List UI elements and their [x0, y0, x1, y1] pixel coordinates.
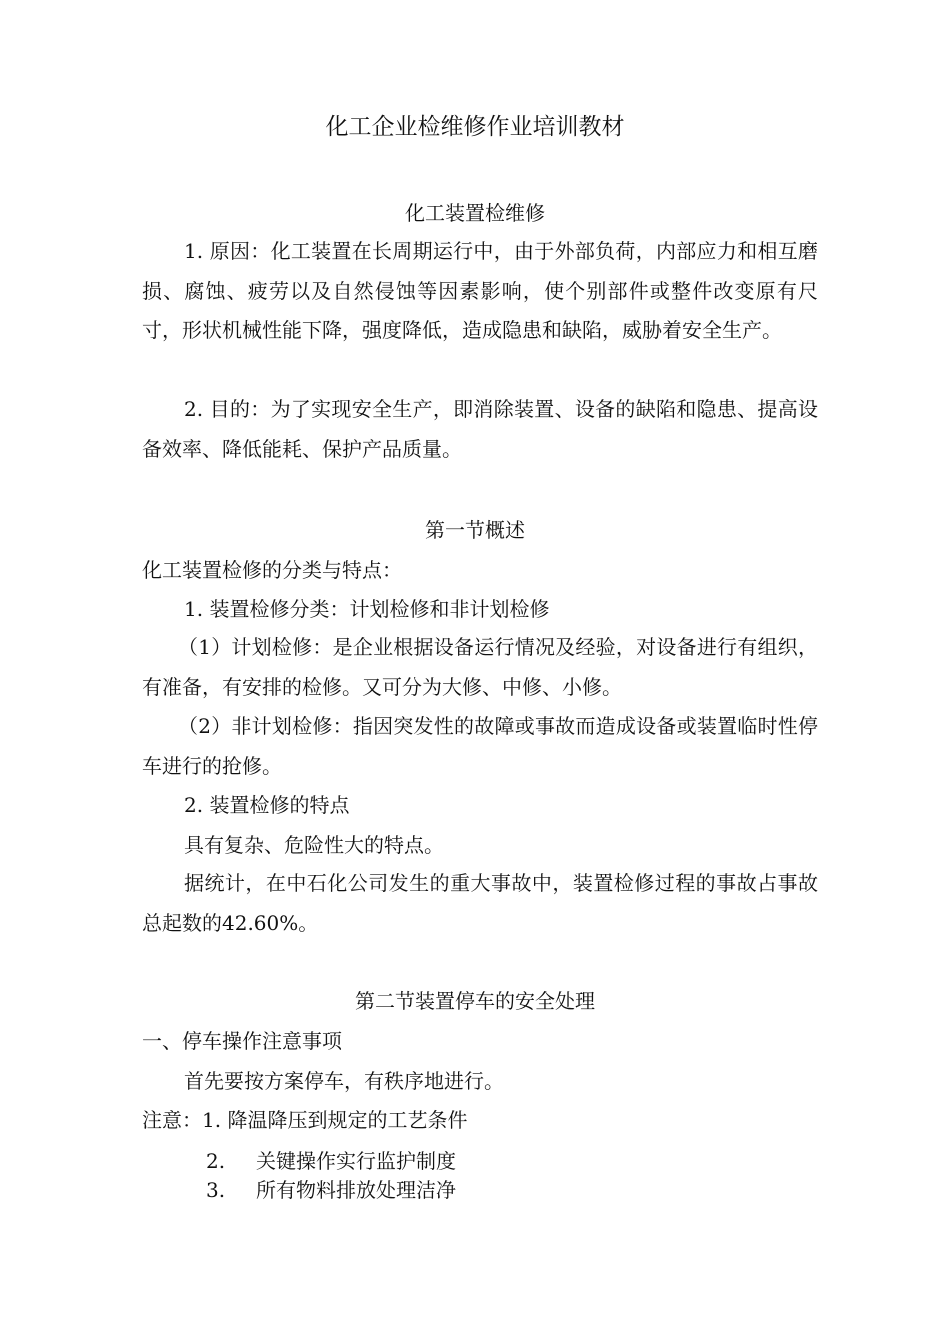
- section-heading-shutdown: 第二节装置停车的安全处理: [355, 989, 595, 1013]
- overview-item-2-text: 具有复杂、危险性大的特点。: [184, 833, 444, 857]
- list-item-3-text: 所有物料排放处理洁净: [256, 1178, 456, 1202]
- document-title: 化工企业检维修作业培训教材: [325, 114, 625, 140]
- shutdown-subheading: 一、停车操作注意事项: [142, 1029, 342, 1053]
- shutdown-text: 首先要按方案停车，有秩序地进行。: [184, 1069, 504, 1093]
- overview-intro: 化工装置检修的分类与特点：: [142, 558, 402, 582]
- overview-item-1: 1. 装置检修分类：计划检修和非计划检修: [184, 597, 550, 621]
- paragraph-purpose: 2. 目的：为了实现安全生产，即消除装置、设备的缺陷和隐患、提高设备效率、降低能耗、保护产品质量。: [142, 397, 818, 461]
- list-item-2-number: 2.: [206, 1149, 226, 1173]
- list-item-2-text: 关键操作实行监护制度: [256, 1149, 456, 1173]
- overview-sub-2: （2）非计划检修：指因突发性的故障或事故而造成设备或装置临时性停车进行的抢修。: [142, 714, 818, 778]
- section-heading-maintenance: 化工装置检维修: [405, 201, 545, 225]
- overview-item-2: 2. 装置检修的特点: [184, 793, 350, 817]
- list-item-3-number: 3.: [206, 1178, 226, 1202]
- shutdown-note: 注意：1. 降温降压到规定的工艺条件: [142, 1108, 468, 1132]
- paragraph-reason: 1. 原因：化工装置在长周期运行中，由于外部负荷，内部应力和相互磨损、腐蚀、疲劳以及自然侵蚀等因素影响，使个别部件或整件改变原有尺寸，形状机械性能下降，强度降低，造成隐患和缺陷，威胁着安全生产。: [142, 239, 818, 342]
- overview-statistics: 据统计，在中石化公司发生的重大事故中，装置检修过程的事故占事故总起数的42.60%。: [142, 871, 818, 935]
- overview-sub-1: （1）计划检修：是企业根据设备运行情况及经验，对设备进行有组织，有准备，有安排的检修。又可分为大修、中修、小修。: [142, 635, 818, 699]
- section-heading-overview: 第一节概述: [425, 518, 525, 542]
